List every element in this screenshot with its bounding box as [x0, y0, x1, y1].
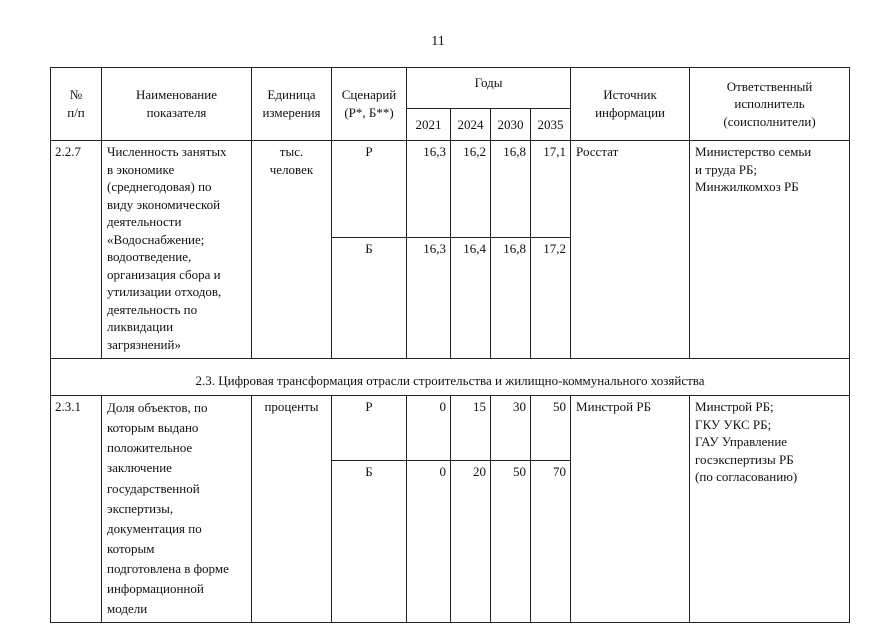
header-name: Наименование показателя: [102, 68, 252, 141]
header-years: Годы: [407, 68, 571, 109]
header-responsible: Ответственный исполнитель (соисполнители): [690, 68, 850, 141]
header-year-2035: 2035: [531, 109, 571, 141]
header-year-2021: 2021: [407, 109, 451, 141]
scenario-b: Б: [332, 461, 407, 622]
value-2030: 50: [491, 461, 531, 622]
scenario-r: Р: [332, 396, 407, 461]
row-number: 2.2.7: [51, 141, 102, 359]
section-title: 2.3. Цифровая трансформация отрасли строительства и жилищно-коммунального хозяйства: [51, 359, 850, 396]
value-2021: 16,3: [407, 238, 451, 359]
table-row: [51, 141, 850, 238]
value-2035: 17,1: [531, 141, 571, 238]
source-cell: Росстат: [571, 141, 690, 359]
header-unit: Единица измерения: [252, 68, 332, 141]
indicators-table: [50, 67, 850, 623]
header-num: № п/п: [51, 68, 102, 141]
header-year-2024: 2024: [451, 109, 491, 141]
table-row: [51, 396, 850, 461]
indicator-name: Численность занятых в экономике (среднегодовая) по виду экономической деятельности «Водоснабжение; водоотведение, организация сбора и утилизации отходов, деятельность по ликвидации загрязнений»: [102, 141, 252, 359]
value-2024: 16,2: [451, 141, 491, 238]
value-2030: 30: [491, 396, 531, 461]
responsible-cell: Министерство семьи и труда РБ; Минжилкомхоз РБ: [690, 141, 850, 359]
section-row: [51, 359, 850, 396]
header-source: Источник информации: [571, 68, 690, 141]
value-2035: 70: [531, 461, 571, 622]
source-cell: Минстрой РБ: [571, 396, 690, 623]
row-number: 2.3.1: [51, 396, 102, 623]
scenario-b: Б: [332, 238, 407, 359]
scenario-r: Р: [332, 141, 407, 238]
indicator-name: Доля объектов, по которым выдано положительное заключение государственной экспертизы, документация по которым подготовлена в форме информационной модели: [102, 396, 252, 623]
value-2035: 50: [531, 396, 571, 461]
unit-cell: тыс. человек: [252, 141, 332, 359]
header-scenario: Сценарий (Р*, Б**): [332, 68, 407, 141]
value-2024: 16,4: [451, 238, 491, 359]
value-2035: 17,2: [531, 238, 571, 359]
value-2021: 16,3: [407, 141, 451, 238]
value-2021: 0: [407, 396, 451, 461]
value-2024: 15: [451, 396, 491, 461]
unit-cell: проценты: [252, 396, 332, 623]
header-year-2030: 2030: [491, 109, 531, 141]
page-number: 11: [431, 34, 445, 49]
value-2030: 16,8: [491, 141, 531, 238]
value-2030: 16,8: [491, 238, 531, 359]
table-header-row: [51, 68, 850, 109]
value-2021: 0: [407, 461, 451, 622]
value-2024: 20: [451, 461, 491, 622]
responsible-cell: Минстрой РБ; ГКУ УКС РБ; ГАУ Управление госэкспертизы РБ (по согласованию): [690, 396, 850, 623]
